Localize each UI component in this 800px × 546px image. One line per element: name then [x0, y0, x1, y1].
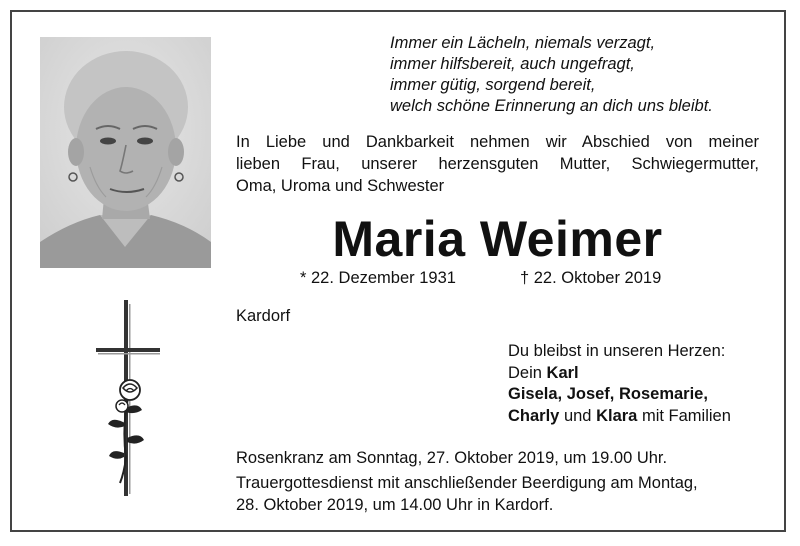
spouse-line	[508, 363, 768, 385]
service-info	[236, 447, 759, 516]
birth-date: * 22. Dezember 1931	[300, 269, 456, 287]
cross-icon	[92, 298, 168, 498]
child-name: Klara	[596, 406, 638, 425]
memorial-poem	[390, 33, 770, 117]
child-name: Charly	[508, 406, 560, 425]
farewell-line: In Liebe und Dankbarkeit nehmen wir Abschied von meiner	[236, 133, 759, 151]
deceased-name: Maria Weimer	[332, 211, 663, 267]
children-names: Gisela, Josef, Rosemarie,	[508, 385, 708, 403]
dein-label: Dein	[508, 363, 542, 382]
rosary-text: Rosenkranz am Sonntag, 27. Oktober 2019, um 19.00 Uhr.	[236, 449, 668, 467]
families-label: mit Familien	[641, 406, 731, 425]
and-label: und	[563, 406, 592, 425]
children-line	[508, 406, 768, 428]
farewell-line: Oma, Uroma und Schwester	[236, 177, 445, 195]
poem-line: welch schöne Erinnerung an dich uns bleibt.	[390, 97, 713, 115]
survivors-block	[508, 341, 768, 427]
farewell-line: lieben Frau, unserer herzensguten Mutter, Schwiegermutter,	[236, 155, 759, 173]
funeral-text: Trauergottesdienst mit anschließender Beerdigung am Montag,	[236, 474, 698, 492]
life-dates	[300, 267, 720, 289]
spouse-name: Karl	[546, 363, 579, 382]
survivors-intro: Du bleibst in unseren Herzen:	[508, 342, 726, 360]
poem-line: immer hilfsbereit, auch ungefragt,	[390, 55, 635, 73]
funeral-text: 28. Oktober 2019, um 14.00 Uhr in Kardorf.	[236, 496, 554, 514]
death-date: † 22. Oktober 2019	[520, 269, 662, 287]
children-line	[508, 384, 768, 406]
poem-line: immer gütig, sorgend bereit,	[390, 76, 596, 94]
hometown: Kardorf	[236, 307, 291, 325]
farewell-text	[236, 131, 759, 197]
poem-line: Immer ein Lächeln, niemals verzagt,	[390, 34, 656, 52]
portrait-photo	[40, 37, 211, 268]
